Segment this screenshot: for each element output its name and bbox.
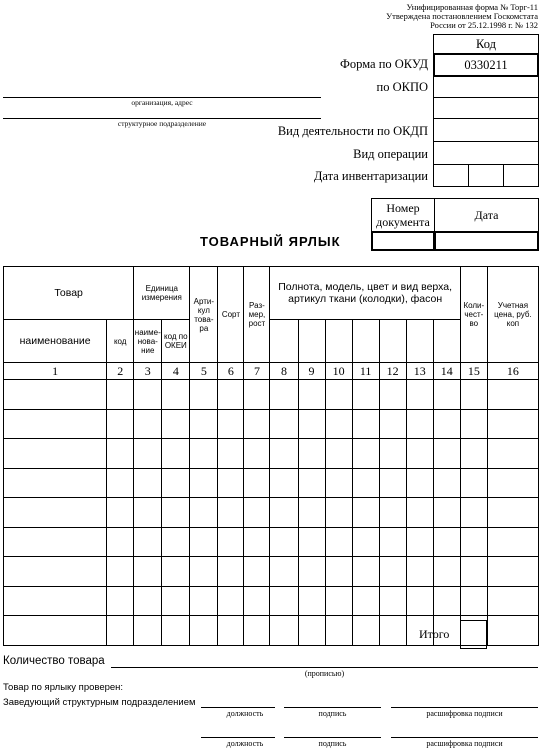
table-cell[interactable] xyxy=(107,498,134,528)
table-cell[interactable] xyxy=(190,527,218,557)
table-cell[interactable] xyxy=(107,586,134,616)
qty-label: Количество товара xyxy=(3,655,105,667)
table-cell[interactable] xyxy=(298,380,325,410)
table-cell[interactable] xyxy=(270,439,298,469)
inventory-date-label: Дата инвентаризации xyxy=(313,169,428,183)
table-cell[interactable] xyxy=(352,409,379,439)
decode-line-2[interactable] xyxy=(391,737,538,738)
goods-table xyxy=(3,266,539,646)
table-cell[interactable] xyxy=(134,616,162,646)
table-cell[interactable] xyxy=(218,616,244,646)
table-cell[interactable] xyxy=(460,586,487,616)
itogo-label: Итого xyxy=(419,627,450,641)
table-cell[interactable] xyxy=(244,616,270,646)
table-cell[interactable] xyxy=(190,616,218,646)
table-cell[interactable] xyxy=(4,527,107,557)
col-num: 3 xyxy=(134,363,162,380)
table-cell[interactable] xyxy=(270,527,298,557)
table-cell[interactable] xyxy=(406,439,433,469)
th-unit: Единица измерения xyxy=(134,267,190,320)
table-cell[interactable] xyxy=(325,380,352,410)
table-cell[interactable] xyxy=(298,439,325,469)
table-body xyxy=(4,380,539,646)
form-header xyxy=(386,3,538,30)
table-row xyxy=(4,498,539,528)
table-cell[interactable] xyxy=(107,557,134,587)
table-cell[interactable] xyxy=(244,586,270,616)
table-cell[interactable] xyxy=(134,586,162,616)
table-cell[interactable] xyxy=(298,586,325,616)
table-cell[interactable] xyxy=(218,409,244,439)
table-cell[interactable] xyxy=(352,468,379,498)
col-num: 12 xyxy=(379,363,406,380)
inventory-date-month[interactable] xyxy=(468,164,504,187)
col-num: 11 xyxy=(352,363,379,380)
table-cell[interactable] xyxy=(244,527,270,557)
extra-code-cell[interactable] xyxy=(433,97,539,119)
table-cell[interactable] xyxy=(4,439,107,469)
table-cell[interactable] xyxy=(325,616,352,646)
form-header-line2: Утверждена постановлением Госкомстата xyxy=(386,11,538,21)
table-cell[interactable] xyxy=(162,616,190,646)
col-num: 2 xyxy=(107,363,134,380)
decode-caption-1: расшифровка подписи xyxy=(426,709,503,718)
table-cell[interactable] xyxy=(4,616,107,646)
itogo-value[interactable] xyxy=(460,620,487,649)
table-cell[interactable] xyxy=(4,468,107,498)
table-row xyxy=(4,409,539,439)
table-cell[interactable] xyxy=(107,527,134,557)
signature-caption-1: подпись xyxy=(318,709,347,718)
table-cell[interactable] xyxy=(134,409,162,439)
table-cell[interactable] xyxy=(325,409,352,439)
table-cell[interactable] xyxy=(325,439,352,469)
th-name: наименование xyxy=(4,320,107,363)
table-cell[interactable] xyxy=(352,586,379,616)
table-cell[interactable] xyxy=(218,557,244,587)
table-cell[interactable] xyxy=(218,439,244,469)
table-cell[interactable] xyxy=(270,409,298,439)
table-cell[interactable] xyxy=(190,409,218,439)
table-cell[interactable] xyxy=(325,586,352,616)
table-cell[interactable] xyxy=(352,498,379,528)
table-cell[interactable] xyxy=(162,527,190,557)
operation-label: Вид операции xyxy=(353,147,428,161)
table-cell[interactable] xyxy=(406,557,433,587)
table-cell[interactable] xyxy=(379,498,406,528)
table-cell[interactable] xyxy=(134,557,162,587)
table-cell[interactable] xyxy=(487,409,538,439)
table-cell[interactable] xyxy=(487,439,538,469)
th-size: Раз-мер, рост xyxy=(244,267,270,363)
table-cell[interactable] xyxy=(379,527,406,557)
table-cell[interactable] xyxy=(107,439,134,469)
table-cell[interactable] xyxy=(162,557,190,587)
okdp-label: Вид деятельности по ОКДП xyxy=(277,124,428,138)
table-cell[interactable] xyxy=(460,439,487,469)
th-tovar: Товар xyxy=(4,267,134,320)
table-cell[interactable] xyxy=(379,468,406,498)
th-okei: код по ОКЕИ xyxy=(162,320,190,363)
signature-line-1[interactable] xyxy=(284,707,381,708)
table-cell[interactable] xyxy=(379,380,406,410)
col-num: 14 xyxy=(433,363,460,380)
table-cell[interactable] xyxy=(406,527,433,557)
table-cell[interactable] xyxy=(352,557,379,587)
th-model-sub-11 xyxy=(352,320,379,363)
table-cell[interactable] xyxy=(487,380,538,410)
col-num: 16 xyxy=(487,363,538,380)
table-cell[interactable] xyxy=(433,586,460,616)
table-cell[interactable] xyxy=(162,380,190,410)
table-row xyxy=(4,557,539,587)
doc-title: ТОВАРНЫЙ ЯРЛЫК xyxy=(200,234,341,249)
okpo-label: по ОКПО xyxy=(376,80,428,94)
th-unit-name: наиме-нова-ние xyxy=(134,320,162,363)
col-num: 10 xyxy=(325,363,352,380)
th-model-sub-12 xyxy=(379,320,406,363)
table-cell[interactable] xyxy=(433,468,460,498)
col-num: 8 xyxy=(270,363,298,380)
th-model-sub-8 xyxy=(270,320,298,363)
table-cell[interactable] xyxy=(352,527,379,557)
table-cell[interactable] xyxy=(298,557,325,587)
position-line-2[interactable] xyxy=(201,737,275,738)
table-cell[interactable] xyxy=(433,380,460,410)
table-cell[interactable] xyxy=(460,380,487,410)
table-cell[interactable] xyxy=(134,498,162,528)
table-cell[interactable] xyxy=(218,586,244,616)
table-cell[interactable] xyxy=(134,527,162,557)
table-cell[interactable] xyxy=(298,498,325,528)
table-cell[interactable] xyxy=(134,468,162,498)
kod-header: Код xyxy=(433,34,539,54)
okud-label: Форма по ОКУД xyxy=(340,57,428,71)
table-row xyxy=(4,380,539,410)
table-cell[interactable] xyxy=(4,380,107,410)
table-row xyxy=(4,616,539,646)
table-cell[interactable] xyxy=(352,616,379,646)
table-cell[interactable] xyxy=(244,409,270,439)
table-cell[interactable] xyxy=(107,468,134,498)
table-cell[interactable] xyxy=(298,468,325,498)
table-cell[interactable] xyxy=(406,498,433,528)
table-cell[interactable] xyxy=(270,586,298,616)
table-cell[interactable] xyxy=(244,439,270,469)
th-price: Учетная цена, руб. коп xyxy=(487,267,538,363)
table-cell[interactable] xyxy=(460,468,487,498)
position-line-1[interactable] xyxy=(201,707,275,708)
table-cell[interactable] xyxy=(244,498,270,528)
table-cell[interactable] xyxy=(190,586,218,616)
in-words-caption: (прописью) xyxy=(304,669,345,678)
th-qty: Коли-чест-во xyxy=(460,267,487,363)
table-cell[interactable] xyxy=(406,409,433,439)
col-num: 9 xyxy=(298,363,325,380)
table-cell[interactable] xyxy=(4,498,107,528)
table-cell[interactable] xyxy=(487,616,538,646)
decode-caption-2: расшифровка подписи xyxy=(426,739,503,748)
table-cell[interactable] xyxy=(4,557,107,587)
table-cell[interactable] xyxy=(487,557,538,587)
table-cell[interactable] xyxy=(406,380,433,410)
table-cell[interactable] xyxy=(433,557,460,587)
col-num: 1 xyxy=(4,363,107,380)
checked-label: Товар по ярлыку проверен: xyxy=(3,682,124,693)
table-cell[interactable] xyxy=(379,409,406,439)
table-cell[interactable] xyxy=(270,616,298,646)
table-cell[interactable] xyxy=(325,527,352,557)
table-cell[interactable] xyxy=(107,616,134,646)
table-cell[interactable] xyxy=(218,498,244,528)
table-cell[interactable] xyxy=(162,468,190,498)
head-label: Заведующий структурным подразделением xyxy=(3,697,196,708)
table-cell[interactable] xyxy=(270,498,298,528)
doc-date-value[interactable] xyxy=(434,231,539,251)
table-cell[interactable] xyxy=(298,527,325,557)
table-cell[interactable] xyxy=(460,409,487,439)
decode-line-1[interactable] xyxy=(391,707,538,708)
table-cell[interactable] xyxy=(107,380,134,410)
table-cell[interactable] xyxy=(162,586,190,616)
th-model-sub-10 xyxy=(325,320,352,363)
th-model-sub-14 xyxy=(433,320,460,363)
table-row xyxy=(4,468,539,498)
unit-caption: структурное подразделение xyxy=(117,119,207,128)
table-cell[interactable] xyxy=(190,557,218,587)
org-caption: организация, адрес xyxy=(131,98,193,107)
table-cell[interactable] xyxy=(218,527,244,557)
th-sort: Сорт xyxy=(218,267,244,363)
table-cell[interactable] xyxy=(406,468,433,498)
okud-value[interactable]: 0330211 xyxy=(433,53,539,77)
table-cell[interactable] xyxy=(325,498,352,528)
th-model-sub-9 xyxy=(298,320,325,363)
form-header-line1: Унифицированная форма № Торг-11 xyxy=(406,2,538,12)
table-cell[interactable] xyxy=(218,468,244,498)
col-num: 5 xyxy=(190,363,218,380)
col-num: 15 xyxy=(460,363,487,380)
form-header-line3: России от 25.12.1998 г. № 132 xyxy=(430,20,538,30)
table-cell[interactable] xyxy=(433,527,460,557)
table-cell[interactable] xyxy=(244,557,270,587)
operation-value[interactable] xyxy=(433,141,539,165)
table-row xyxy=(4,527,539,557)
table-cell[interactable] xyxy=(379,439,406,469)
col-num: 4 xyxy=(162,363,190,380)
table-cell[interactable] xyxy=(4,586,107,616)
table-cell[interactable] xyxy=(190,380,218,410)
table-cell[interactable] xyxy=(352,380,379,410)
table-cell[interactable] xyxy=(190,439,218,469)
col-num: 13 xyxy=(406,363,433,380)
position-caption-1: должность xyxy=(226,709,264,718)
table-cell[interactable] xyxy=(244,468,270,498)
table-cell[interactable] xyxy=(433,498,460,528)
th-model-sub-13 xyxy=(406,320,433,363)
table-cell[interactable] xyxy=(244,380,270,410)
th-code: код xyxy=(107,320,134,363)
table-cell[interactable] xyxy=(487,586,538,616)
table-cell[interactable] xyxy=(134,439,162,469)
table-cell[interactable] xyxy=(487,527,538,557)
okdp-value[interactable] xyxy=(433,118,539,142)
table-cell[interactable] xyxy=(460,498,487,528)
table-cell[interactable] xyxy=(460,557,487,587)
table-cell[interactable] xyxy=(162,409,190,439)
table-row xyxy=(4,439,539,469)
table-cell[interactable] xyxy=(433,439,460,469)
table-cell[interactable] xyxy=(406,586,433,616)
table-cell[interactable] xyxy=(134,380,162,410)
doc-number-value[interactable] xyxy=(371,231,435,251)
okpo-value[interactable] xyxy=(433,76,539,98)
table-cell[interactable] xyxy=(162,439,190,469)
table-cell[interactable] xyxy=(298,616,325,646)
table-cell[interactable] xyxy=(379,557,406,587)
position-caption-2: должность xyxy=(226,739,264,748)
table-cell[interactable] xyxy=(487,498,538,528)
table-cell[interactable] xyxy=(352,439,379,469)
table-cell[interactable] xyxy=(433,409,460,439)
table-cell[interactable] xyxy=(460,527,487,557)
doc-number-header: Номер документа xyxy=(371,198,435,232)
table-cell[interactable] xyxy=(298,409,325,439)
table-cell[interactable] xyxy=(379,586,406,616)
col-num: 7 xyxy=(244,363,270,380)
signature-caption-2: подпись xyxy=(318,739,347,748)
table-cell[interactable] xyxy=(270,557,298,587)
doc-date-header: Дата xyxy=(434,198,539,232)
signature-line-2[interactable] xyxy=(284,737,381,738)
table-cell[interactable] xyxy=(325,557,352,587)
table-cell[interactable] xyxy=(487,468,538,498)
qty-line[interactable] xyxy=(111,667,538,668)
table-cell[interactable] xyxy=(107,409,134,439)
table-row xyxy=(4,586,539,616)
table-cell[interactable] xyxy=(270,380,298,410)
th-model: Полнота, модель, цвет и вид верха, артикул ткани (колодки), фасон xyxy=(270,267,460,320)
col-num: 6 xyxy=(218,363,244,380)
inventory-date-year[interactable] xyxy=(503,164,539,187)
table-cell[interactable] xyxy=(218,380,244,410)
table-cell[interactable] xyxy=(379,616,406,646)
table-cell[interactable] xyxy=(190,468,218,498)
column-number-row xyxy=(4,363,539,380)
table-cell[interactable] xyxy=(162,498,190,528)
table-cell[interactable] xyxy=(270,468,298,498)
table-cell[interactable] xyxy=(4,409,107,439)
table-cell[interactable] xyxy=(190,498,218,528)
table-cell[interactable] xyxy=(325,468,352,498)
inventory-date-day[interactable] xyxy=(433,164,469,187)
th-article: Арти-кул това-ра xyxy=(190,267,218,363)
